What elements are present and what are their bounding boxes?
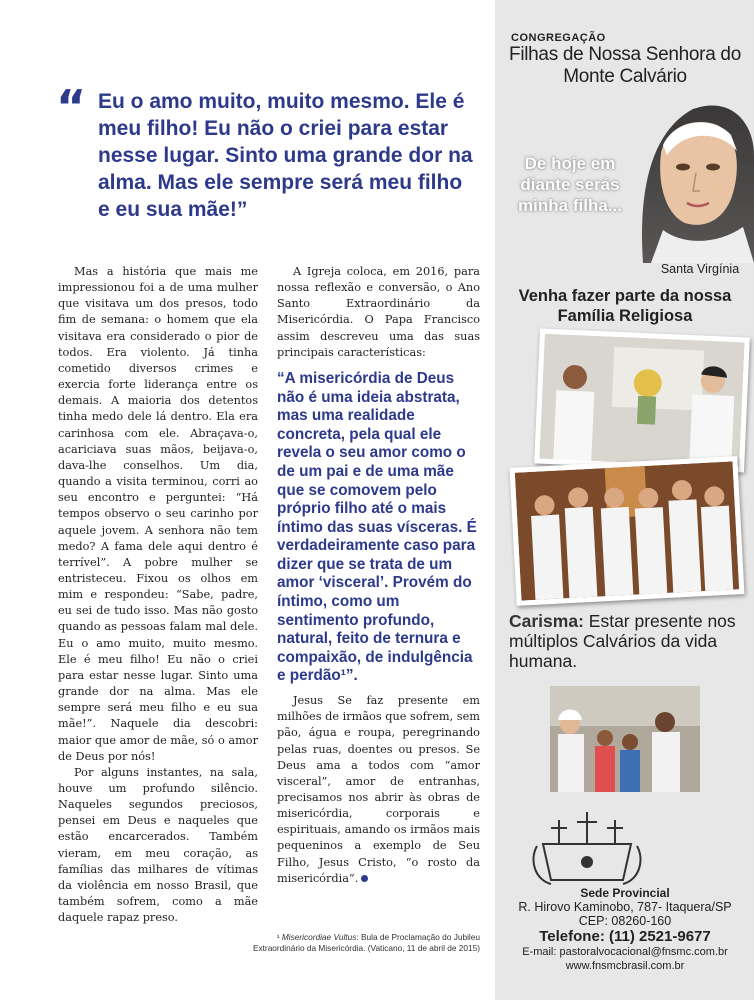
- article-mid-column: [277, 264, 480, 887]
- community-photo: [550, 686, 700, 792]
- footnote-title: Misericordiae Vultus: [281, 932, 357, 942]
- email-address: E-mail: pastoralvocacional@fnsmc.com.br: [522, 946, 728, 958]
- paragraph: Mas a história que mais me impressionou foi a de uma mulher que visitava um dos presos, todo fim de semana: o homem que ela visitava era considerado o pior de todos. Era violento. Já tinha cometido diversos crimes e exercia forte liderança entre os demais. A maioria dos detentos tinha medo dele lá dentro. Ela era carinhosa com ele. Abraçava-o, acariciava suas mãos, beijava-o, dava-lhe conselhos. Um dia, quando a visita terminou, corri ao seu encontro e perguntei: “Há tempos observo o seu carinho por aquele jovem. A senhora não tem medo? A fama dele aqui dentro é terrível”. A pobre mulher se entristeceu. Fixou os olhos em mim e respondeu: “Sabe, padre, eu sei de tudo isso. Mas não gosto quando as pessoas falam mal dele. Eu o amo muito, muito mesmo. Ele é meu filho! Eu não o criei para estar nesse lugar. Sinto uma grande dor na alma. Mas ele sempre será meu filho e eu sua mãe!”. Naquele dia descobri: maior que amor de mãe, só o amor de Deus por nós!: [58, 265, 258, 763]
- carisma-text: [509, 611, 743, 671]
- paragraph: A Igreja coloca, em 2016, para nossa reflexão e conversão, o Ano Santo Extraordinário da Misericórdia. O Papa Francisco assim descreveu uma das suas principais características:: [277, 265, 480, 359]
- footnote-marker: ¹: [276, 932, 280, 942]
- closing-text: Jesus Se faz presente em milhões de irmãos que sofrem, sem pão, água e roupa, peregrinando pelas ruas, doentes ou presos. Se Deus ama a todos com “amor visceral”, amor de entranhas, precisamos nos abrir às obras de misericórdia, corporais e espirituais, amando os irmãos mais pequeninos a exemplo de Seu Filho, Jesus Cristo, “o rosto da misericórdia”.: [277, 694, 480, 885]
- paragraph: [277, 693, 480, 887]
- photo-image: [550, 686, 700, 792]
- invitation-text: Venha fazer parte da nossa Família Religiosa: [518, 287, 732, 325]
- article-left-column: [58, 264, 258, 926]
- sede-title: Sede Provincial: [580, 886, 670, 900]
- paragraph: Por alguns instantes, na sala, houve um profundo silêncio. Naqueles segundos preciosos, pensei em Deus e naqueles que estão encarcerados. Também vieram, em meu coração, as famílias das milhares de vítimas da violência em nosso Brasil, que também sofrem, como a mãe daquele rapaz preso.: [58, 765, 258, 925]
- carisma-description: Estar presente nos múltiplos Calvários da vida humana.: [509, 611, 736, 671]
- photo-image: [515, 461, 739, 600]
- nuns-photo-2: [510, 456, 745, 606]
- congregation-label: CONGREGAÇÃO: [511, 32, 606, 44]
- footnote: [240, 932, 480, 954]
- sede-cep: CEP: 08260-160: [578, 914, 672, 928]
- congregation-name: Filhas de Nossa Senhora do Monte Calvário: [509, 44, 741, 87]
- nuns-photo-1: [534, 328, 750, 472]
- footnote-text: : Bula de Proclamação do Jubileu Extraordinário da Misericórdia. (Vaticano, 11 de abril de 2015): [252, 932, 480, 953]
- photo-image: [539, 334, 744, 468]
- open-quote-mark: “: [56, 80, 87, 134]
- sede-address: R. Hirovo Kaminobo, 787- Itaquera/SP: [518, 900, 732, 914]
- carisma-label: Carisma:: [509, 611, 584, 631]
- phone-number: Telefone: (11) 2521-9677: [539, 928, 711, 945]
- saint-caption: Santa Virgínia: [660, 262, 740, 276]
- saint-portrait-image: [633, 95, 754, 263]
- sidebar-advert: [495, 0, 754, 1000]
- end-mark-icon: [361, 875, 368, 882]
- pull-quote-text: Eu o amo muito, muito mesmo. Ele é meu filho! Eu não o criei para estar nesse lugar. Sinto uma grande dor na alma. Mas ele sempre será meu filho e eu sua mãe!”: [98, 90, 473, 221]
- welcome-text: De hoje em diante serás minha filha...: [518, 154, 622, 215]
- pull-quote-block: [56, 80, 478, 223]
- papal-quote: “A misericórdia de Deus não é uma ideia abstrata, mas uma realidade concreta, pela qual ele revela o seu amor como o de um pai e de uma mãe que se comovem pelo próprio filho até o mais íntimo das suas vísceras. É verdadeiramente caso para dizer que se trata de um amor ‘visceral’. Provém do íntimo, como um sentimento profundo, natural, feito de ternura e compaixão, de indulgência e perdão¹”.: [277, 369, 477, 685]
- coat-of-arms-icon: [529, 810, 645, 888]
- website-url: www.fnsmcbrasil.com.br: [565, 960, 685, 972]
